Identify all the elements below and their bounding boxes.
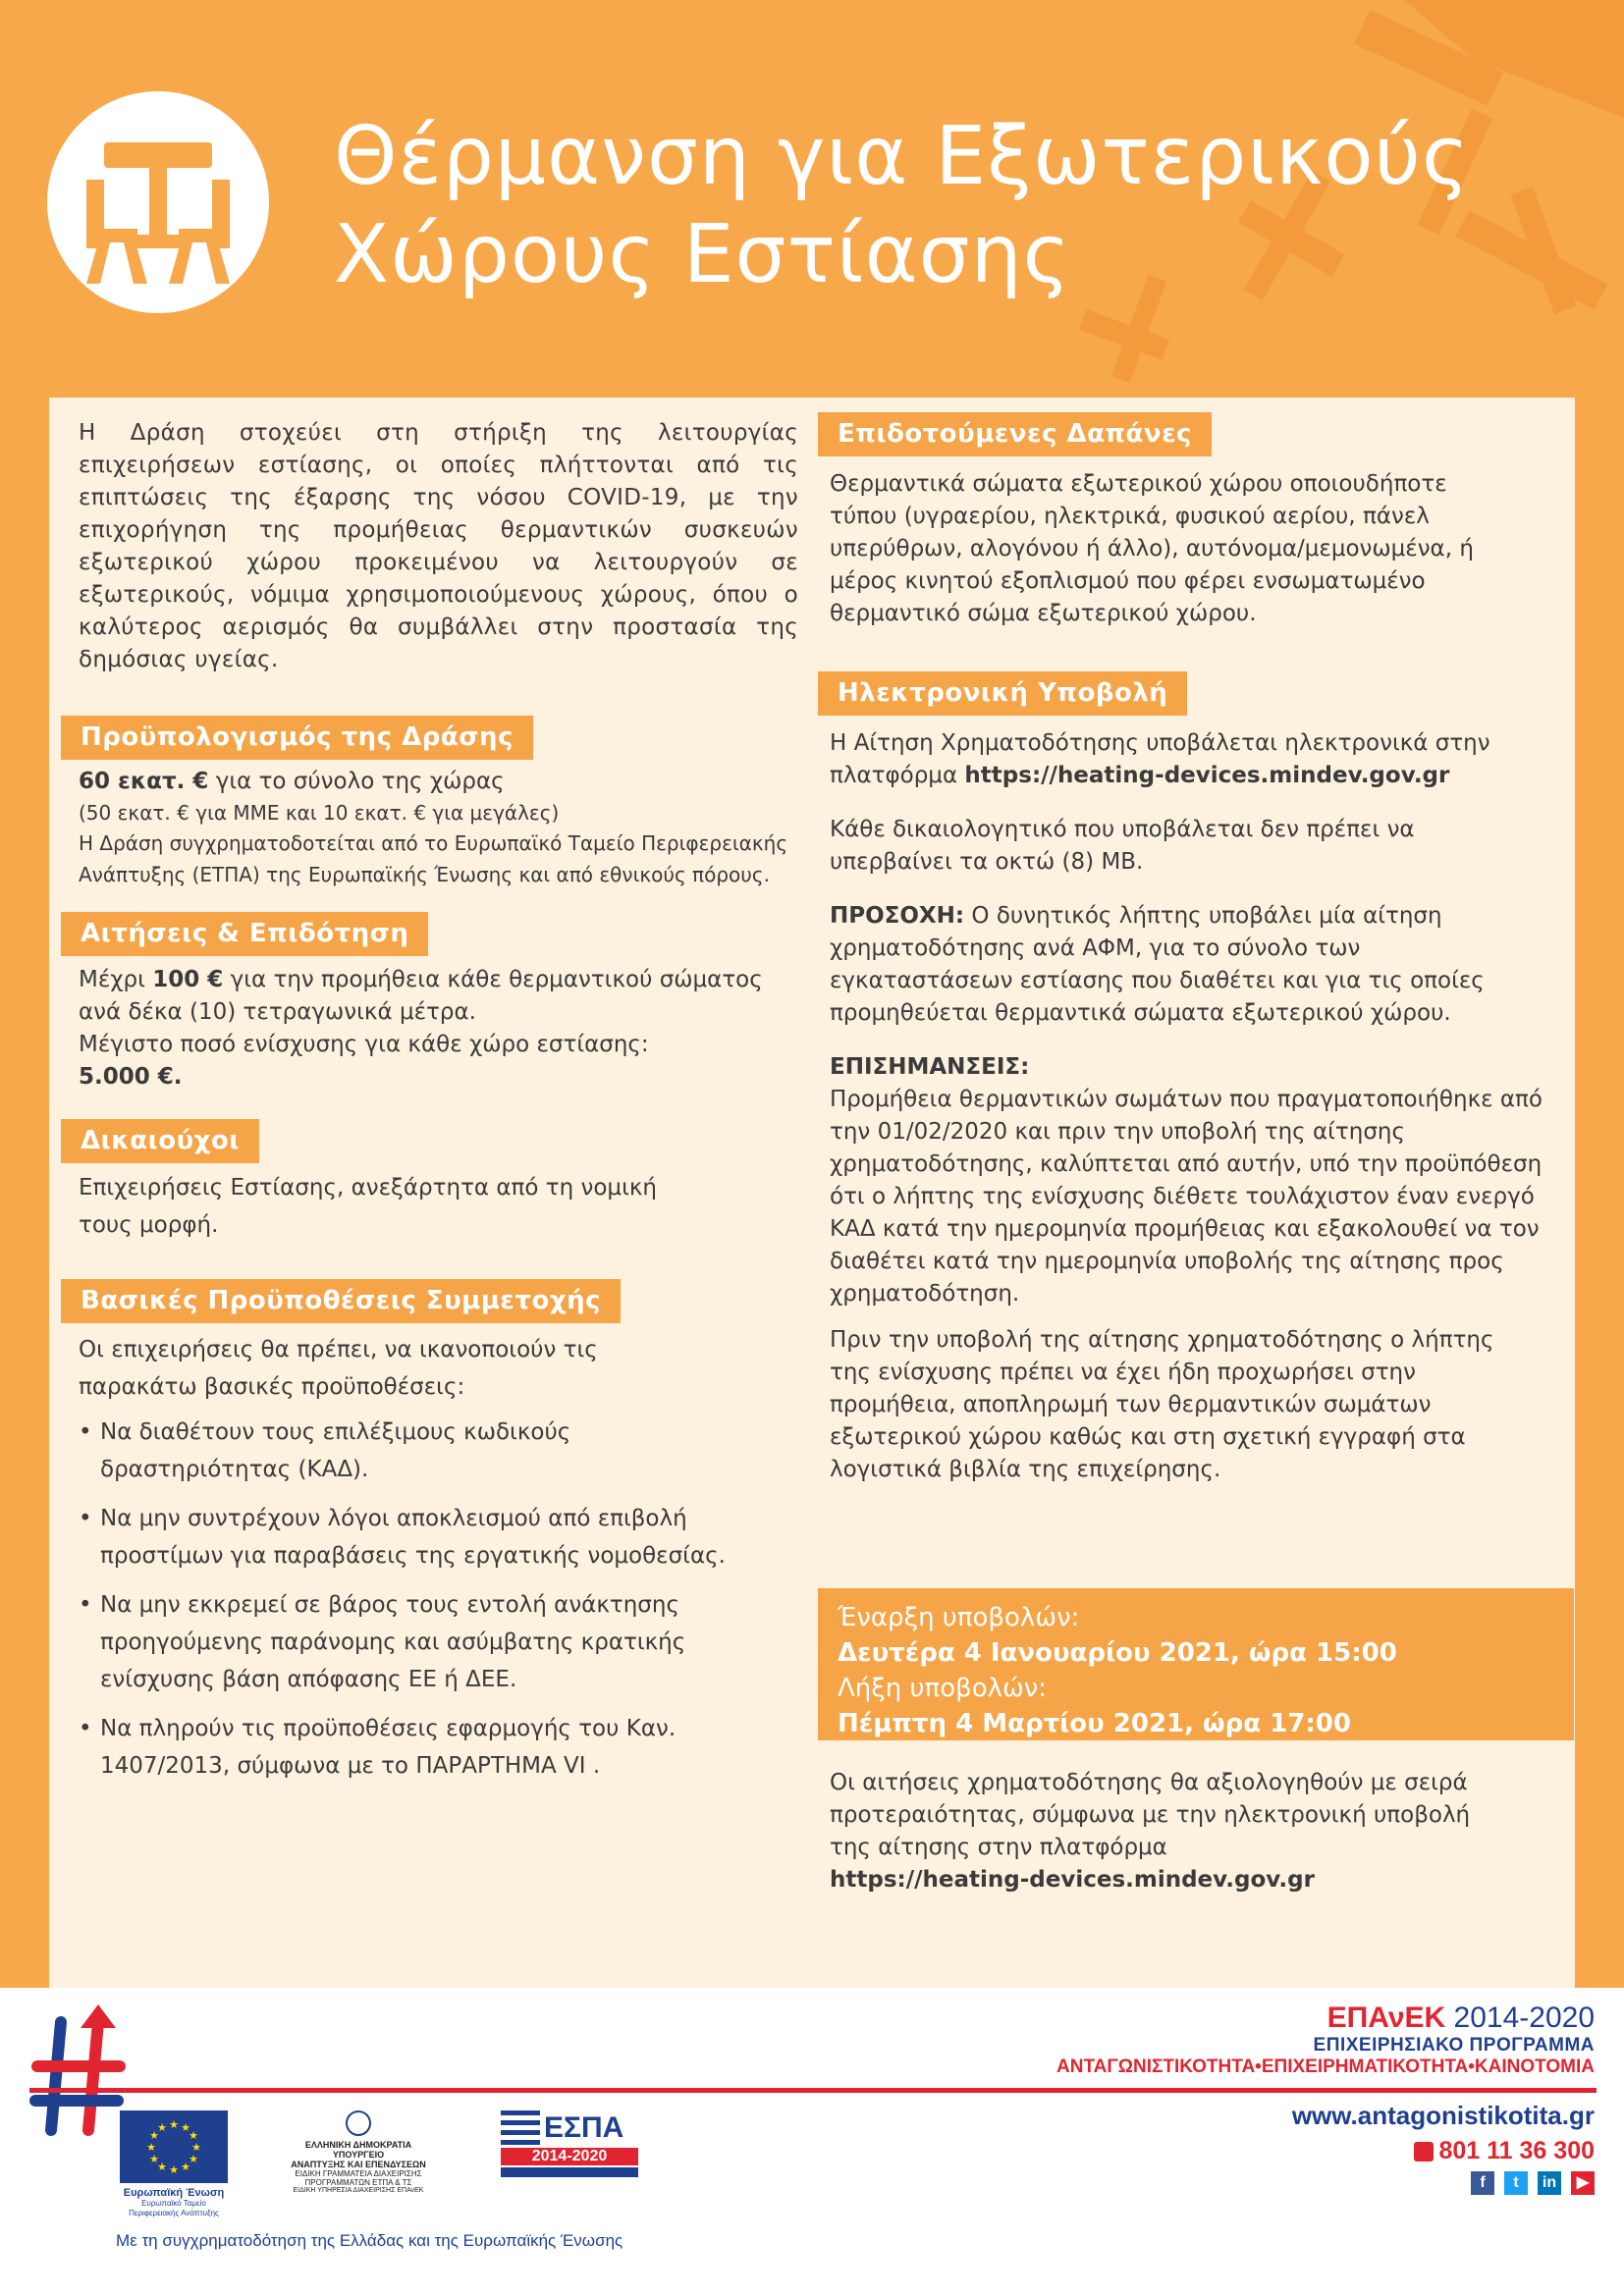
svg-text:★: ★ [149, 2129, 159, 2142]
applications-section [79, 912, 798, 1094]
submission-heading: Ηλεκτρονική Υποβολή [818, 671, 1187, 716]
start-label: Έναρξη υποβολών: [838, 1603, 1080, 1632]
svg-text:★: ★ [157, 2121, 167, 2134]
list-item: • Να μην συντρέχουν λόγοι αποκλεισμού από επιβολή προστίμων για παραβάσεις της εργατικής νομοθεσίας. [79, 1506, 726, 1569]
right-column [830, 412, 1556, 1486]
youtube-icon[interactable]: ▶ [1571, 2171, 1595, 2195]
submission-text [830, 727, 1546, 792]
epanek-years: 2014-2020 [1453, 2002, 1595, 2034]
social-links [1292, 2171, 1595, 2195]
evaluation-url-link[interactable]: https://heating-devices.mindev.gov.gr [830, 1867, 1315, 1893]
expenses-section [830, 412, 1556, 630]
svg-text:★: ★ [169, 2163, 179, 2176]
expenses-text: Θερμαντικά σώματα εξωτερικού χώρου οποιουδήποτε τύπου (υγραερίου, ηλεκτρικά, φυσικού αερίου, πάνελ υπερύθρων, αλογόνου ή άλλο), αυτόνομα/μεμονωμένα, ή μέρος κινητού εξοπλισμού που φέρει ενσωματωμένο θερμαντικό σώμα εξωτερικού χώρου. [830, 471, 1474, 626]
epanek-block [1056, 2002, 1595, 2078]
eu-caption: Ευρωπαϊκή Ένωση [123, 2187, 225, 2199]
submission-text-pre: Η Αίτηση Χρηματοδότησης υποβάλεται ηλεκτρονικά στην πλατφόρμα [830, 730, 1490, 788]
conditions-list [79, 1414, 766, 1785]
espa-title: ΕΣΠΑ [544, 2111, 624, 2144]
applications-post: για την προμήθεια κάθε θερμαντικού σώματος ανά δέκα (10) τετραγωνικά μέτρα. [79, 967, 763, 1025]
beneficiaries-text: Επιχειρήσεις Εστίασης, ανεξάρτητα από τη νομική τους μορφή. [79, 1175, 657, 1238]
beneficiaries-heading: Δικαιούχοι [61, 1119, 259, 1163]
expenses-heading: Επιδοτούμενες Δαπάνες [818, 412, 1212, 456]
program-line-1: ΕΠΙΧΕΙΡΗΣΙΑΚΟ ΠΡΟΓΡΑΜΜΑ [1313, 2035, 1595, 2056]
file-size-note: Κάθε δικαιολογητικό που υποβάλεται δεν πρέπει να υπερβαίνει τα οκτώ (8) MB. [830, 817, 1415, 875]
submission-url-link[interactable]: https://heating-devices.mindev.gov.gr [964, 763, 1450, 788]
hashtag-arrow-logo [29, 2002, 128, 2140]
submission-section [830, 671, 1556, 1486]
phone-line [1292, 2137, 1595, 2165]
header-banner [0, 0, 1624, 398]
beneficiaries-section [79, 1119, 798, 1244]
phone-number: 801 11 36 300 [1438, 2137, 1595, 2164]
end-date: Πέμπτη 4 Μαρτίου 2021, ώρα 17:00 [838, 1709, 1351, 1738]
eu-logo [120, 2110, 228, 2218]
espa-logo [501, 2110, 638, 2177]
start-date: Δευτέρα 4 Ιανουαρίου 2021, ώρα 15:00 [838, 1638, 1397, 1668]
website-link[interactable]: www.antagonistikotita.gr [1291, 2101, 1595, 2130]
budget-amount-text: για το σύνολο της χώρας [208, 769, 505, 794]
list-item: • Να πληρούν τις προϋποθέσεις εφαρμογής του Καν. 1407/2013, σύμφωνα με το ΠΑΡΑΡΤΗΜΑ VI . [79, 1716, 677, 1779]
evaluation-text: Οι αιτήσεις χρηματοδότησης θα αξιολογηθούν με σειρά προτεραιότητας, σύμφωνα με την ηλεκτρονική υποβολή της αίτησης στην πλατφόρμα [830, 1770, 1471, 1860]
svg-text:★: ★ [169, 2118, 179, 2131]
evaluation-section [830, 1767, 1517, 1896]
svg-text:★: ★ [189, 2129, 198, 2142]
applications-amount: 100 € [152, 967, 224, 992]
remarks-text-1: Προμήθεια θερμαντικών σωμάτων που πραγματοποιήθηκε από την 01/02/2020 και πριν την υποβολή της αίτησης χρηματοδότησης, καλύπτεται από αυτήν, υπό την προϋπόθεση ότι ο λήπτης της ενίσχυσης διέθετε τουλάχιστον έναν ενεργό ΚΑΔ κατά την ημερομηνία προμήθειας και εξακολουθεί να τον διαθέτει κατά την ημερομηνία υποβολής της αίτησης προς χρηματοδότηση. [830, 1087, 1543, 1307]
remarks-text-2: Πριν την υποβολή της αίτησης χρηματοδότησης ο λήπτης της ενίσχυσης πρέπει να έχει ήδη προχωρήσει στην προμήθεια, αποπληρωμή των θερμαντικών σωμάτων εξωτερικού χώρου καθώς και στη σχετική εγγραφή στα λογιστικά βιβλία της επιχείρησης. [830, 1327, 1494, 1482]
list-item: • Να μην εκκρεμεί σε βάρος τους εντολή ανάκτησης προηγούμενης παράνομης και ασύμβατης κρατικής ενίσχυσης βάση απόφασης ΕΕ ή ΔΕΕ. [79, 1592, 686, 1692]
intro-paragraph: Η Δράση στοχεύει στη στήριξη της λειτουργίας επιχειρήσεων εστίασης, οι οποίες πλήττονται από τις επιπτώσεις της έξαρσης της νόσου COVID-19, με την επιχορήγηση της προμήθειας θερμαντικών συσκευών εξωτερικού χώρου προκειμένου να λειτουργούν σε εξωτερικούς, νόμιμα χρησιμοποιούμενους χώρους, όπου ο καλύτερος αερισμός θα συμβάλλει στην προστασία της δημόσιας υγείας. [79, 420, 798, 672]
budget-amount: 60 εκατ. € [79, 769, 209, 794]
eu-flag-icon [120, 2110, 228, 2183]
svg-text:★: ★ [181, 2121, 190, 2134]
program-line-2: ΑΝΤΑΓΩΝΙΣΤΙΚΟΤΗΤΑ•ΕΠΙΧΕΙΡΗΜΑΤΙΚΟΤΗΤΑ•ΚΑΙΝΟΤΟΜΙΑ [1056, 2056, 1595, 2077]
eu-subcaption: Ευρωπαϊκό Ταμείο Περιφερειακής Ανάπτυξης [129, 2199, 219, 2217]
page-title [334, 108, 1470, 304]
greek-emblem-icon [346, 2110, 371, 2136]
applications-max-text: Μέγιστο ποσό ενίσχυσης για κάθε χώρο εστίασης: [79, 1032, 649, 1057]
epanek-name: ΕΠΑνΕΚ [1326, 2002, 1446, 2034]
ministry-logo: ΕΛΛΗΝΙΚΗ ΔΗΜΟΚΡΑΤΙΑ ΥΠΟΥΡΓΕΙΟ ΑΝΑΠΤΥΞΗΣ ΚΑΙ ΕΠΕΝΔΥΣΕΩΝ ΕΙΔΙΚΗ ΓΡΑΜΜΑΤΕΙΑ ΔΙΑΧΕΙΡΙΣΗΣ ΠΡΟΓΡΑΜΜΑΤΩΝ ΕΤΠΑ & ΤΣ ΕΙΔΙΚΗ ΥΠΗΡΕΣΙΑ ΔΙΑΧΕΙΡΙΣΗΣ ΕΠΑνΕΚ [265, 2110, 452, 2194]
epanek-title [1056, 2002, 1595, 2035]
logo-badge [47, 91, 269, 313]
svg-text:★: ★ [146, 2141, 156, 2154]
attention-label: ΠΡΟΣΟΧΗ: [830, 903, 965, 929]
applications-pre: Μέχρι [79, 967, 153, 992]
contact-block [1292, 2101, 1595, 2195]
budget-funding: Η Δράση συγχρηματοδοτείται από το Ευρωπαϊκό Ταμείο Περιφερειακής Ανάπτυξης (ΕΤΠΑ) της Ευρωπαϊκής Ένωσης και από εθνικούς πόρους. [79, 831, 788, 886]
espa-flag-icon [501, 2110, 540, 2146]
conditions-intro: Οι επιχειρήσεις θα πρέπει, να ικανοποιούν τις παρακάτω βασικές προϋποθέσεις: [79, 1337, 598, 1400]
espa-stripe [501, 2167, 638, 2177]
applications-heading: Αιτήσεις & Επιδότηση [61, 912, 428, 956]
remarks-label: ΕΠΙΣΗΜΑΝΣΕΙΣ: [830, 1054, 1030, 1080]
budget-section [79, 716, 798, 890]
table-chairs-icon [47, 91, 269, 313]
footer-divider [29, 2088, 1597, 2093]
svg-text:★: ★ [181, 2161, 190, 2173]
applications-text [79, 964, 798, 1029]
svg-text:★: ★ [157, 2161, 167, 2173]
title-line-1: Θέρμανση για Εξωτερικούς [334, 110, 1471, 203]
espa-years: 2014-2020 [501, 2148, 638, 2165]
end-label: Λήξη υποβολών: [838, 1674, 1048, 1703]
title-line-2: Χώρους Εστίασης [334, 208, 1071, 301]
budget-split: (50 εκατ. € για ΜΜΕ και 10 εκατ. € για μεγάλες) [79, 801, 560, 825]
left-column [79, 417, 798, 1796]
conditions-section [79, 1279, 798, 1785]
submission-dates-box [818, 1588, 1574, 1740]
facebook-icon[interactable]: f [1471, 2171, 1494, 2195]
phone-icon [1414, 2142, 1434, 2162]
attention-note [830, 900, 1537, 1030]
list-item: • Να διαθέτουν τους επιλέξιμους κωδικούς δραστηριότητας (ΚΑΔ). [79, 1419, 571, 1482]
applications-max-value: 5.000 €. [79, 1064, 183, 1090]
budget-heading: Προϋπολογισμός της Δράσης [61, 716, 533, 760]
conditions-heading: Βασικές Προϋποθέσεις Συμμετοχής [61, 1279, 621, 1323]
svg-text:★: ★ [191, 2141, 201, 2154]
twitter-icon[interactable]: t [1504, 2171, 1528, 2195]
svg-text:★: ★ [189, 2153, 198, 2165]
attention-text: Ο δυνητικός λήπτης υποβάλει μία αίτηση χρηματοδότησης ανά ΑΦΜ, για το σύνολο των εγκαταστάσεων εστίασης που διαθέτει και για τις οποίες προμηθεύεται θερμαντικά σώματα εξωτερικού χώρου. [830, 903, 1485, 1026]
svg-text:★: ★ [149, 2153, 159, 2165]
cofunding-tagline: Με τη συγχρηματοδότηση της Ελλάδας και της Ευρωπαϊκής Ένωσης [116, 2231, 623, 2250]
linkedin-icon[interactable]: in [1538, 2171, 1561, 2195]
